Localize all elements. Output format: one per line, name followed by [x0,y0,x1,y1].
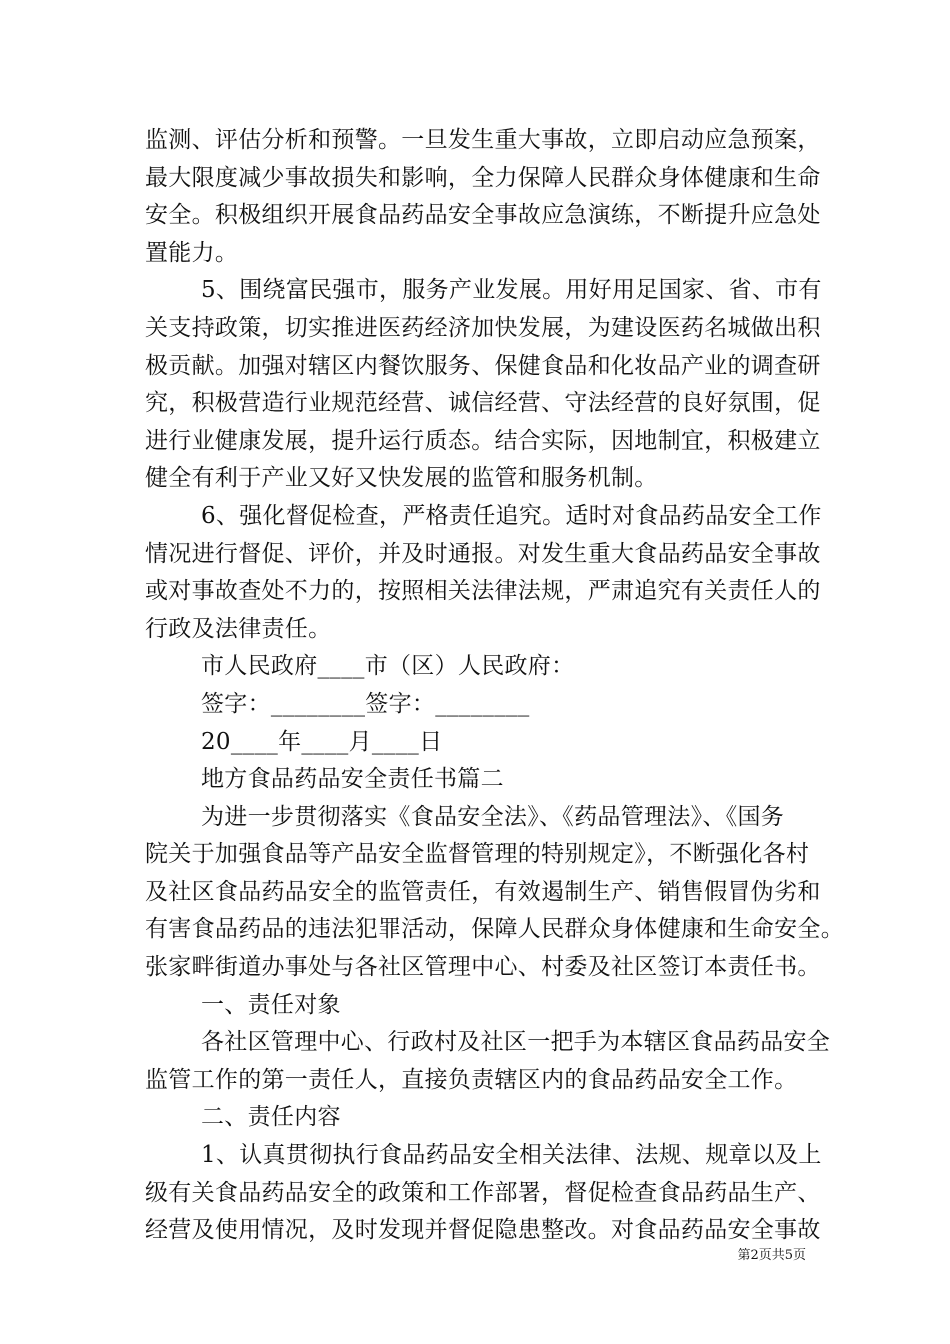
page-number-footer: 第2页共5页 [737,1248,806,1263]
text-line: 置能力。 [145,239,239,266]
text-line: 最大限度减少事故损失和影响，全力保障人民群众身体健康和生命 [145,164,821,191]
text-line: 20____年____月____日 [201,728,443,755]
text-line: 级有关食品药品安全的政策和工作部署，督促检查食品药品生产、 [145,1179,821,1206]
text-line: 进行业健康发展，提升运行质态。结合实际，因地制宜，积极建立 [145,427,821,454]
text-line: 极贡献。加强对辖区内餐饮服务、保健食品和化妆品产业的调查研 [145,352,821,379]
text-line: 关支持政策，切实推进医药经济加快发展，为建设医药名城做出积 [145,314,821,341]
text-line: 行政及法律责任。 [145,615,332,642]
document-body [145,122,844,1250]
text-line: 安全。积极组织开展食品药品安全事故应急演练，不断提升应急处 [145,202,821,229]
text-line: 地方食品药品安全责任书篇二 [201,766,504,793]
text-line: 健全有利于产业又好又快发展的监管和服务机制。 [145,465,658,492]
text-line: 5、围绕富民强市，服务产业发展。用好用足国家、省、市有 [201,277,822,304]
text-line: 经营及使用情况，及时发现并督促隐患整改。对食品药品安全事故 [145,1217,821,1244]
text-line: 6、强化督促检查，严格责任追究。适时对食品药品安全工作 [201,502,822,529]
text-line: 监管工作的第一责任人，直接负责辖区内的食品药品安全工作。 [145,1066,798,1093]
text-line: 签字：________签字：________ [201,690,530,717]
text-line: 院关于加强食品等产品安全监督管理的特别规定》，不断强化各村 [145,841,810,868]
text-line: 1、认真贯彻执行食品药品安全相关法律、法规、规章以及上 [201,1142,822,1169]
text-line: 市人民政府____市（区）人民政府： [201,653,575,680]
text-line: 一、责任对象 [201,991,341,1018]
text-line: 为进一步贯彻落实《食品安全法》、《药品管理法》、《国务 [201,803,785,830]
text-line: 监测、评估分析和预警。一旦发生重大事故，立即启动应急预案， [145,127,821,153]
text-line: 或对事故查处不力的，按照相关法律法规，严肃追究有关责任人的 [145,578,821,605]
text-line: 及社区食品药品安全的监管责任，有效遏制生产、销售假冒伪劣和 [145,878,821,905]
text-line: 二、责任内容 [201,1104,341,1131]
text-line: 有害食品药品的违法犯罪活动，保障人民群众身体健康和生命安全。 [145,916,844,943]
text-line: 各社区管理中心、行政村及社区一把手为本辖区食品药品安全 [201,1029,831,1056]
text-line: 张家畔街道办事处与各社区管理中心、村委及社区签订本责任书。 [145,954,821,981]
text-line: 究，积极营造行业规范经营、诚信经营、守法经营的良好氛围，促 [145,390,821,417]
text-line: 情况进行督促、评价，并及时通报。对发生重大食品药品安全事故 [145,540,821,567]
